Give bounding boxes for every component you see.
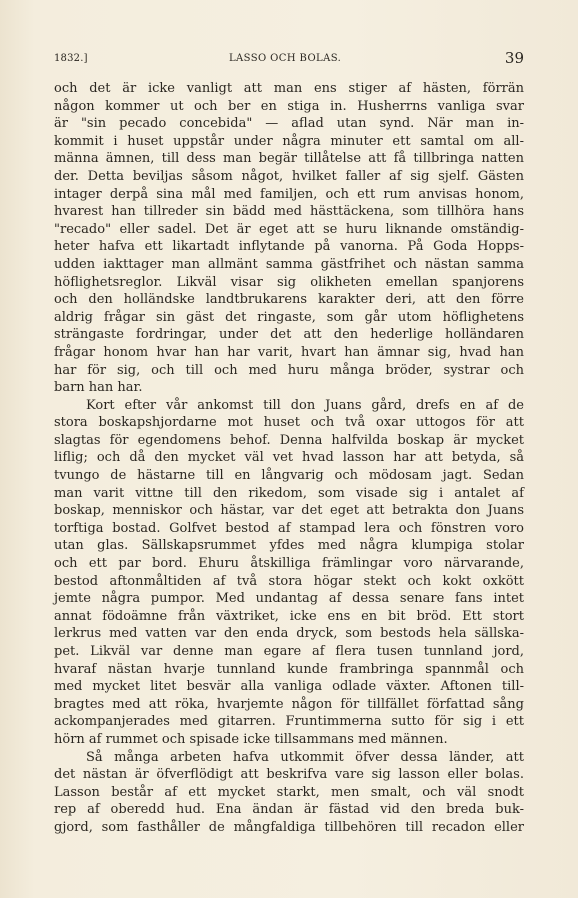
text-line: lerkrus med vatten var den enda dryck, som bestods hela sällska- bbox=[54, 626, 524, 642]
text-line: Så många arbeten hafva utkommit öfver dessa länder, att bbox=[86, 749, 524, 765]
text-line: liflig; och då den mycket väl vet hvad lasson har att betyda, så bbox=[54, 450, 524, 466]
text-line: strängaste fordringar, under det att den hederlige holländaren bbox=[54, 327, 524, 343]
text-line: Kort efter vår ankomst till don Juans gård, drefs en af de bbox=[86, 397, 524, 413]
text-line: kommit i huset uppstår under några minuter ett samtal om all- bbox=[54, 133, 524, 149]
text-line: tvungo de hästarne till en långvarig och mödosam jagt. Sedan bbox=[54, 468, 524, 484]
text-line: männa ämnen, till dess man begär tillåtelse att få tillbringa natten bbox=[54, 151, 524, 167]
text-line: boskap, menniskor och hästar, var det eget att betrakta don Juans bbox=[54, 503, 524, 519]
text-line: aldrig frågar sin gäst det ringaste, som går utom höflighetens bbox=[54, 309, 524, 325]
text-line: Lasson består af ett mycket starkt, men smalt, och väl snodt bbox=[54, 784, 524, 800]
text-line: är "sin pecado concebida" — aflad utan synd. När man in- bbox=[54, 116, 524, 132]
body-text bbox=[54, 80, 524, 837]
text-line: stora boskapshjordarne mot huset och två oxar uttogos för att bbox=[54, 415, 524, 431]
text-line: hvaraf nästan hvarje tunnland kunde frambringa spannmål och bbox=[54, 661, 524, 677]
text-line: hörn af rummet och spisade icke tillsammans med männen. bbox=[54, 731, 448, 747]
text-line: någon kommer ut och ber en stiga in. Husherrns vanliga svar bbox=[54, 98, 524, 114]
text-line: med mycket litet besvär alla vanliga odlade växter. Aftonen till- bbox=[54, 679, 524, 695]
text-line: man varit vittne till den rikedom, som visade sig i antalet af bbox=[54, 485, 524, 501]
text-line: frågar honom hvar han har varit, hvart han ämnar sig, hvad han bbox=[54, 344, 524, 360]
text-line: det nästan är öfverflödigt att beskrifva vare sig lasson eller bolas. bbox=[54, 767, 524, 783]
text-line: annat födoämne från växtriket, icke ens en bit bröd. Ett stort bbox=[54, 608, 524, 624]
text-line: bragtes med att röka, hvarjemte någon för tillfället författad sång bbox=[54, 696, 524, 712]
text-line: och den holländske landtbrukarens karakter deri, att den förre bbox=[54, 292, 524, 308]
header-year: 1832.] bbox=[54, 53, 88, 64]
text-line: pet. Likväl var denne man egare af flera tusen tunnland jord, bbox=[54, 644, 524, 659]
text-line: heter hafva ett likartadt inflytande på vanorna. På Goda Hopps- bbox=[54, 239, 524, 255]
text-line: ackompanjerades med gitarren. Fruntimmerna sutto för sig i ett bbox=[54, 714, 524, 730]
text-line: har för sig, och till och med huru många bröder, systrar och bbox=[54, 362, 524, 378]
text-line: och ett par bord. Ehuru åtskilliga främlingar voro närvarande, bbox=[54, 556, 524, 572]
header-title: LASSO OCH BOLAS. bbox=[229, 53, 342, 64]
text-line: jemte några pumpor. Med undantag af dessa senare fans intet bbox=[54, 591, 524, 607]
text-line: der. Detta beviljas såsom något, hvilket faller af sig sjelf. Gästen bbox=[54, 168, 524, 184]
text-line: gjord, som fasthåller de mångfaldiga tillbehören till recadon eller bbox=[54, 819, 524, 835]
text-line: torftiga bostad. Golfvet bestod af stampad lera och fönstren voro bbox=[54, 520, 524, 536]
text-line: "recado" eller sadel. Det är eget att se huru liknande omständig- bbox=[54, 221, 524, 237]
text-line: hvarest han tillreder sin bädd med hästtäckena, som tillhöra hans bbox=[54, 204, 524, 220]
text-line: udden iakttager man allmänt samma gästfrihet och nästan samma bbox=[54, 256, 524, 272]
text-line: barn han har. bbox=[54, 380, 143, 396]
text-line: slagtas för egendomens behof. Denna halfvilda boskap är mycket bbox=[54, 432, 524, 448]
text-line: utan glas. Sällskapsrummet yfdes med några klumpiga stolar bbox=[54, 538, 524, 554]
text-line: höflighetsreglor. Likväl visar sig olikheten emellan spanjorens bbox=[54, 274, 524, 290]
text-line: rep af oberedd hud. Ena ändan är fästad vid den breda buk- bbox=[54, 802, 524, 818]
text-line: bestod aftonmåltiden af två stora högar stekt och kokt oxkött bbox=[54, 573, 524, 589]
text-line: och det är icke vanligt att man ens stiger af hästen, förrän bbox=[54, 81, 524, 96]
text-line: intager derpå sina mål med familjen, och ett rum anvisas honom, bbox=[54, 186, 524, 202]
running-header bbox=[54, 50, 524, 72]
page-number: 39 bbox=[504, 49, 524, 67]
